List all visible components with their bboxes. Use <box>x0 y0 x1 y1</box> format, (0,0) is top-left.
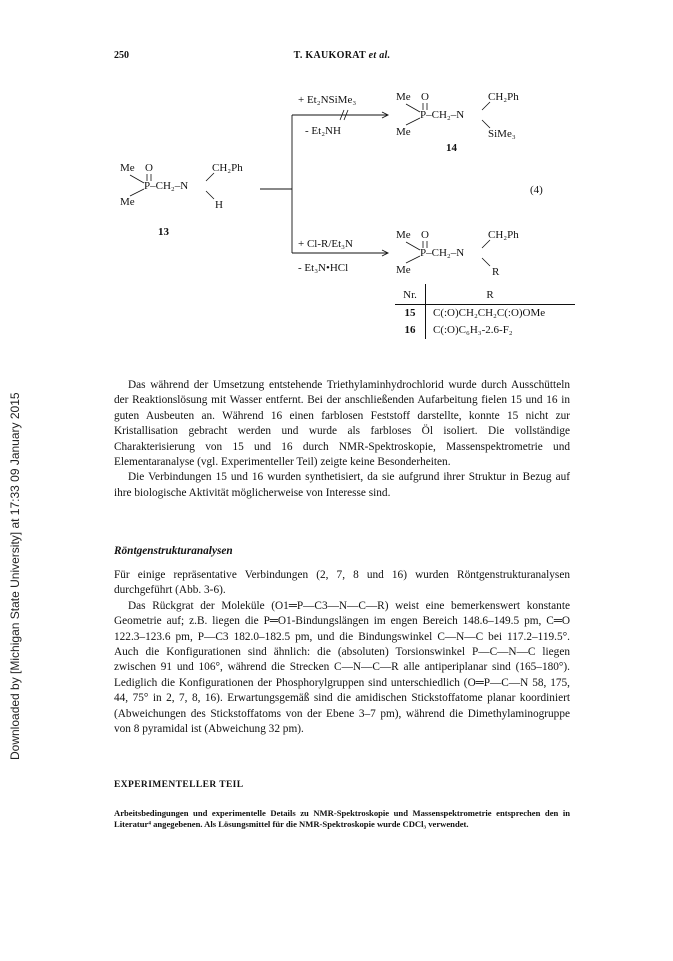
paragraph-xray-details: Das Rückgrat der Moleküle (O1═P—C3—N—C—R) weist eine bemerkenswert konstante Geometrie auf; z.B. liegen die P═O1-Bindungslängen im engen Bereich 148.6–149.5 pm, C═O 122.3–123.6 pm, P—C3 182.0–182.5 pm, und die Bindungswinkel C—N—C bei 117.2–119.5°. Auch die Konfigurationen sind ähnlich: die (absoluten) Torsionswinkel P—C—N—C liegen zwischen 91 und 106°, während die Strecken C—N—C—R alle antiperiplanar sind (165–180°). Lediglich die Konfigurationen der Phosphorylgruppen sind unterschiedlich (O═P—C—N 58, 175, 44, 75° in 2, 7, 8, 16). Erwartungsgemäß sind die amidischen Stickstoffatome planar koordiniert (Abweichungen des Stickstoffatoms von der Ebene 3–7 pm), während die Dimethylaminogruppe von 8 pyramidal ist (Abweichung 32 pm). <box>114 599 570 736</box>
c14-me-top: Me <box>396 91 411 103</box>
substituent-table <box>395 287 575 339</box>
reagent-top: + Et₂NSiMe₃ <box>298 94 357 106</box>
c14-sime3: SiMe₃ <box>488 128 516 140</box>
c14-label: 14 <box>446 142 457 154</box>
experimental-note: Arbeitsbedingungen und experimentelle Details zu NMR-Spektroskopie und Massenspektrometrie entsprechen den in Literatur⁴ angegebenen. Als Lösungsmittel für die NMR-Spektroskopie wurde CDCl₃ verwendet. <box>114 808 570 830</box>
running-title-authors: T. KAUKORAT <box>293 50 366 61</box>
c13-o: O <box>145 162 153 174</box>
c14-backbone: P–CH₂–N <box>420 109 465 121</box>
table-header <box>395 287 575 304</box>
reagent-bottom: + Cl-R/Et₃N <box>298 238 353 250</box>
c15-me-top: Me <box>396 229 411 241</box>
c13-ch2ph: CH₂Ph <box>212 162 243 174</box>
running-title <box>114 50 570 61</box>
page-number: 250 <box>114 50 129 61</box>
c13-h: H <box>215 199 223 211</box>
c14-ch2ph: CH₂Ph <box>488 91 519 103</box>
download-notice-text: Downloaded by [Michigan State University] at 17:33 09 January 2015 <box>8 392 22 760</box>
xray-text <box>114 568 570 737</box>
table-header-nr: Nr. <box>403 289 417 301</box>
c13-backbone: P–CH₂–N <box>144 180 189 192</box>
table-header-r: R <box>486 289 494 301</box>
c15-r: R <box>492 266 500 278</box>
table-body <box>395 304 575 339</box>
paragraph-xray-intro: Für einige repräsentative Verbindungen (2, 7, 8 und 16) wurden Röntgenstrukturanalysen durchgeführt (Abb. 3-6). <box>114 569 570 597</box>
page-header <box>114 50 570 66</box>
c13-me-top: Me <box>120 162 135 174</box>
paragraph-motivation: Die Verbindungen 15 und 16 wurden synthetisiert, da sie aufgrund ihrer Struktur in Bezug auf ihre biologische Aktivität möglicherweise von Interesse sind. <box>114 471 570 499</box>
table-cell-nr: 16 <box>404 324 416 336</box>
table-row <box>395 322 575 339</box>
c15-backbone: P–CH₂–N <box>420 247 465 259</box>
running-title-etal: et al. <box>368 50 391 61</box>
c15-o: O <box>421 229 429 241</box>
section-heading: Röntgenstrukturanalysen <box>114 545 233 557</box>
c14-o: O <box>421 91 429 103</box>
experimental-heading: EXPERIMENTELLER TEIL <box>114 780 244 790</box>
equation-number: (4) <box>530 184 543 196</box>
download-notice <box>0 0 32 961</box>
table-cell-nr: 15 <box>404 307 416 319</box>
table-cell-r: C(:O)C₆H₃-2.6-F₂ <box>433 324 513 336</box>
c15-ch2ph: CH₂Ph <box>488 229 519 241</box>
table-row <box>395 305 575 322</box>
c14-me-bottom: Me <box>396 126 411 138</box>
byproduct-top: - Et₂NH <box>305 125 341 137</box>
main-text <box>114 378 570 501</box>
table-cell-r: C(:O)CH₂CH₂C(:O)OMe <box>433 307 546 319</box>
c15-me-bottom: Me <box>396 264 411 276</box>
c13-me-bottom: Me <box>120 196 135 208</box>
byproduct-bottom: - Et₃N•HCl <box>298 262 349 274</box>
c13-label: 13 <box>158 226 169 238</box>
paragraph-workup: Das während der Umsetzung entstehende Triethylaminhydrochlorid wurde durch Ausschütteln der Reaktionslösung mit Wasser entfernt. Bei der anschließenden Aufarbeitung fielen 15 und 16 in guten Ausbeuten an. Während 16 einen farblosen Feststoff darstellte, konnte 15 nicht zur Kristallisation gebracht werden und wurde als farbloses Öl isoliert. Die vollständige Charakterisierung von 15 und 16 durch NMR-Spektroskopie, Massenspektrometrie und Elementaranalyse (vgl. Experimenteller Teil) zeigte keine Besonderheiten. <box>114 379 570 469</box>
